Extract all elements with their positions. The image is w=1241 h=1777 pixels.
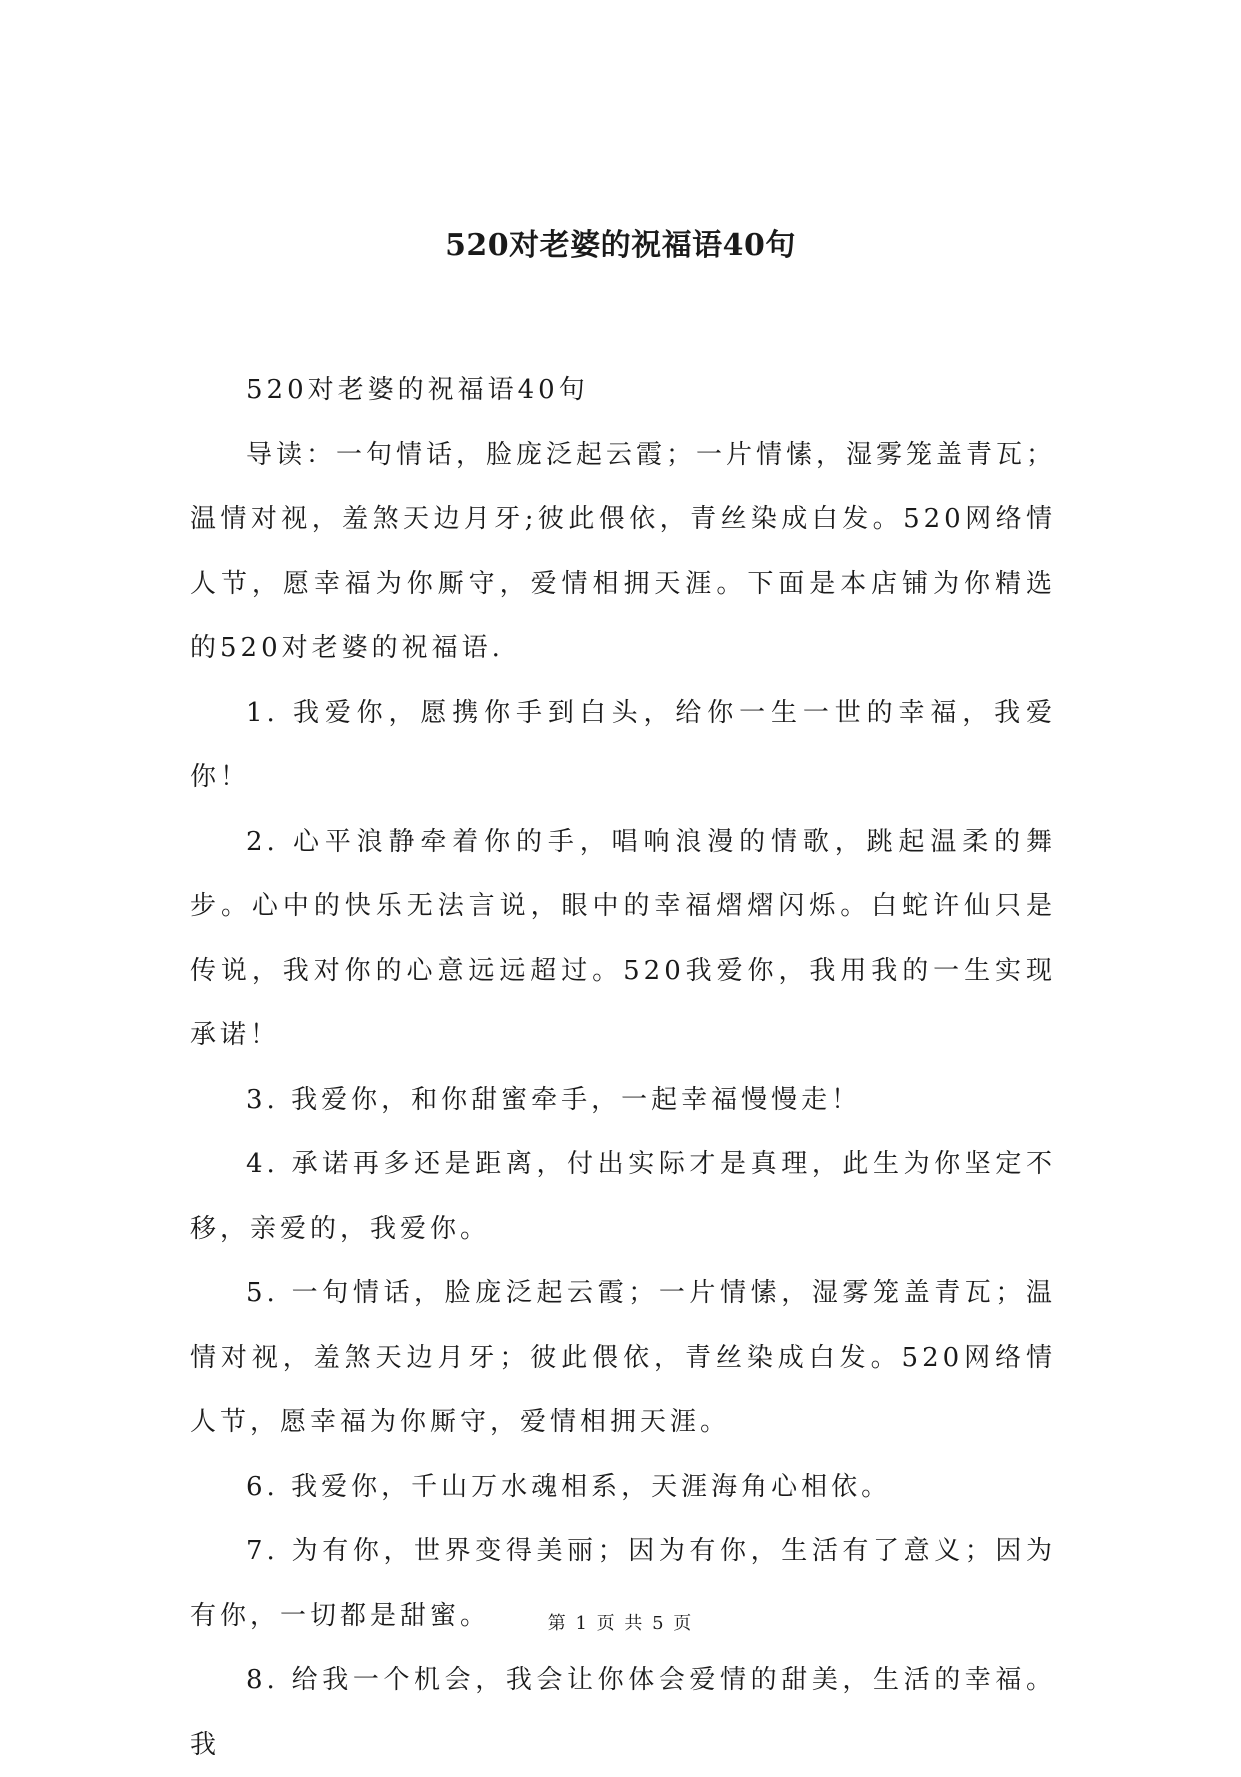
paragraph-intro: 导读：一句情话，脸庞泛起云霞；一片情愫，湿雾笼盖青瓦；温情对视，羞煞天边月牙;彼此偎依，青丝染成白发。520网络情人节，愿幸福为你厮守，爱情相拥天涯。下面是本店铺为你精选的520对老婆的祝福语.	[190, 439, 1057, 663]
document-body	[190, 358, 1056, 1777]
paragraph-item-5: 5. 一句情话，脸庞泛起云霞；一片情愫，湿雾笼盖青瓦；温情对视，羞煞天边月牙；彼此偎依，青丝染成白发。520网络情人节，愿幸福为你厮守，爱情相拥天涯。	[190, 1278, 1056, 1437]
paragraph-subtitle: 520对老婆的祝福语40句	[246, 375, 589, 405]
paragraph-item-1: 1. 我爱你，愿携你手到白头，给你一生一世的幸福，我爱你！	[190, 697, 1056, 792]
paragraph-item-2: 2. 心平浪静牵着你的手，唱响浪漫的情歌，跳起温柔的舞步。心中的快乐无法言说，眼中的幸福熠熠闪烁。白蛇许仙只是传说，我对你的心意远远超过。520我爱你，我用我的一生实现承诺！	[190, 826, 1056, 1050]
page-number-footer: 第 1 页 共 5 页	[547, 1613, 694, 1634]
paragraph-item-6: 6. 我爱你，千山万水魂相系，天涯海角心相依。	[246, 1471, 892, 1502]
paragraph-item-7: 7. 为有你，世界变得美丽；因为有你，生活有了意义；因为有你，一切都是甜蜜。	[190, 1536, 1056, 1631]
paragraph-item-4: 4. 承诺再多还是距离，付出实际才是真理，此生为你坚定不移，亲爱的，我爱你。	[190, 1149, 1056, 1244]
paragraph-item-3: 3. 我爱你，和你甜蜜牵手，一起幸福慢慢走！	[246, 1084, 862, 1115]
paragraph-item-8: 8. 给我一个机会，我会让你体会爱情的甜美，生活的幸福。我	[190, 1665, 1056, 1760]
document-title: 520对老婆的祝福语40句	[445, 228, 796, 263]
